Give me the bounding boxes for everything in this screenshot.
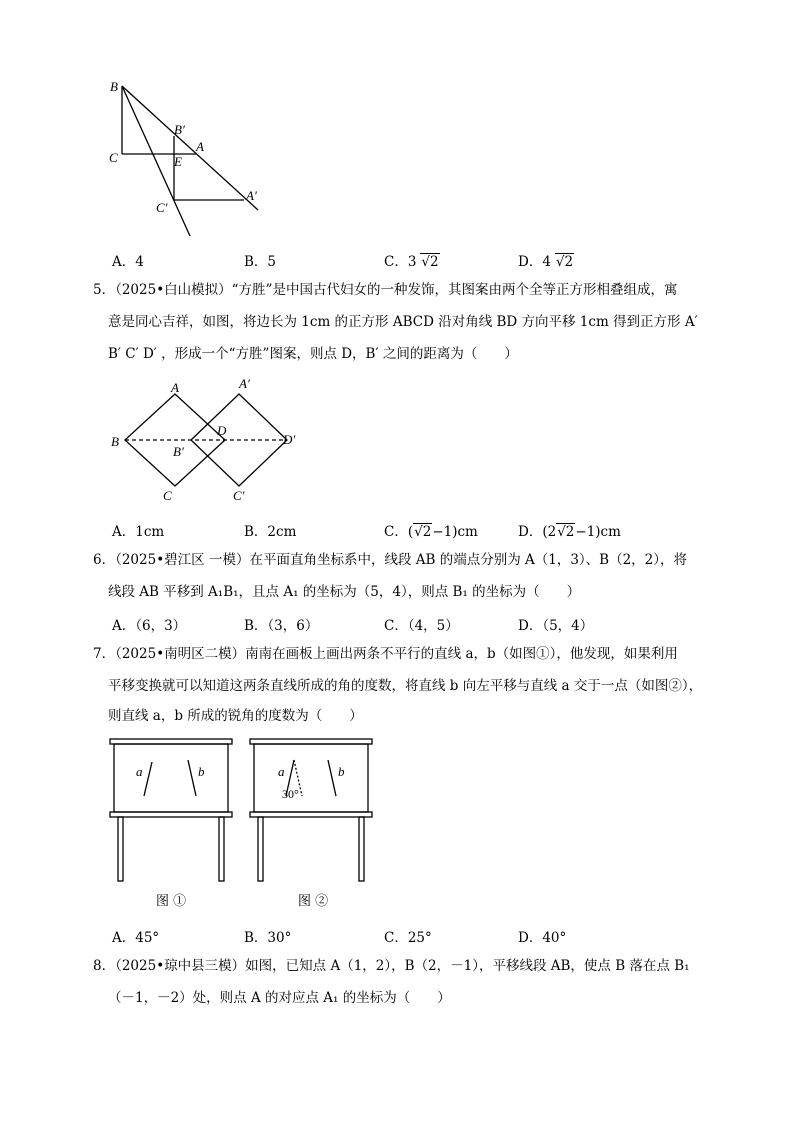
q4-option-d-sqrt: √2 — [555, 254, 574, 270]
q5-text-line1: 5．（2025•白山模拟）“方胜”是中国古代妇女的一种发饰，其图案由两个全等正方形相叠组成，寓 — [93, 282, 678, 298]
q5-option-d[interactable] — [518, 520, 621, 540]
q5-label-Dp: D′ — [283, 432, 296, 447]
fig2-label-a: a — [278, 764, 285, 779]
line-b — [328, 760, 336, 796]
board-bottom-bar — [110, 812, 232, 817]
q4-option-d-prefix: D．4 — [518, 254, 551, 270]
q5-option-d-sqrt: √2 — [557, 524, 575, 540]
easel-leg-right — [359, 817, 364, 881]
line-a — [144, 762, 152, 796]
easel-leg-right — [219, 817, 224, 881]
board-panel — [254, 744, 368, 812]
board-panel — [114, 744, 228, 812]
q7-figure-2 — [248, 738, 374, 884]
q5-option-c-prefix: C．( — [384, 524, 414, 540]
q7-option-a[interactable]: A．45° — [112, 930, 160, 946]
q5-label-C: C — [163, 488, 172, 503]
q5-option-c-radicand: 2 — [422, 524, 432, 540]
easel-leg-left — [258, 817, 263, 881]
line-BA-extended — [122, 86, 258, 210]
q4-option-c[interactable] — [384, 250, 440, 270]
q6-option-b[interactable]: B．（3，6） — [244, 618, 319, 634]
q8-text-line1: 8．（2025•琼中县三模）如图，已知点 A（1，2），B（2，－1），平移线段 AB，使点 B 落在点 B₁ — [93, 958, 690, 974]
q4-option-c-prefix: C．3 — [384, 254, 417, 270]
q8-text-line2: （－1，－2）处，则点 A 的对应点 A₁ 的坐标为（ ） — [108, 990, 451, 1006]
board-bottom-bar — [250, 812, 372, 817]
q7-figure-1 — [108, 738, 234, 884]
q6-text-line1: 6．（2025•碧江区 一模）在平面直角坐标系中，线段 AB 的端点分别为 A（1，3）、B（2，2），将 — [93, 552, 688, 568]
q7-option-d[interactable]: D．40° — [518, 930, 567, 946]
q6-option-a[interactable]: A．（6，3） — [112, 618, 187, 634]
q7-caption-1: 图 ① — [156, 894, 187, 909]
q4-option-c-radicand: 2 — [430, 254, 439, 270]
q4-label-Bp: B′ — [174, 122, 185, 137]
q5-label-Ap: A′ — [239, 376, 250, 391]
q6-option-d[interactable]: D．（5，4） — [518, 618, 594, 634]
fig2-angle-label: 30° — [282, 787, 299, 801]
q4-label-A: A — [196, 139, 204, 154]
q5-option-d-prefix: D．(2 — [518, 524, 557, 540]
q5-option-c-sqrt: √2 — [414, 524, 432, 540]
q5-option-c[interactable] — [384, 520, 478, 540]
board-top-bar — [110, 739, 232, 744]
fig1-label-b: b — [198, 764, 205, 779]
q5-label-A: A — [171, 380, 179, 395]
q5-option-d-suffix: −1)cm — [575, 524, 621, 540]
fig2-label-b: b — [338, 764, 345, 779]
q7-text-line2: 平移变换就可以知道这两条直线所成的角的度数，将直线 b 向左平移与直线 a 交于一点（如图②）， — [108, 678, 703, 694]
q4-label-B: B — [110, 79, 118, 94]
q4-figure — [100, 72, 280, 242]
q4-option-b[interactable]: B．5 — [244, 254, 277, 270]
q7-option-b[interactable]: B．30° — [244, 930, 292, 946]
easel-leg-left — [118, 817, 123, 881]
q7-option-c[interactable]: C．25° — [384, 930, 432, 946]
q7-text-line1: 7．（2025•南明区二模）南南在画板上画出两条不平行的直线 a，b（如图①），他发现，如果利用 — [93, 646, 678, 662]
q5-label-Bp: B′ — [173, 444, 184, 459]
q5-option-b[interactable]: B．2cm — [244, 524, 297, 540]
q5-label-Cp: C′ — [233, 488, 245, 503]
q5-option-a[interactable]: A．1cm — [112, 524, 165, 540]
fig1-label-a: a — [136, 764, 143, 779]
q5-label-D: D — [217, 423, 227, 438]
q5-text-line3: B′ C′ D′ ，形成一个“方胜”图案，则点 D，B′ 之间的距离为（ ） — [108, 346, 518, 362]
q4-option-c-sqrt: √2 — [421, 254, 439, 270]
q7-text-line3: 则直线 a，b 所成的锐角的度数为（ ） — [108, 708, 363, 724]
board-top-bar — [250, 739, 372, 744]
q4-option-d[interactable] — [518, 250, 574, 270]
line-b — [188, 760, 196, 796]
q4-label-C: C — [109, 150, 118, 165]
q5-text-line2: 意是同心吉祥，如图，将边长为 1cm 的正方形 ABCD 沿对角线 BD 方向平移 1cm 得到正方形 A′ — [108, 314, 698, 330]
q5-label-B: B — [111, 434, 119, 449]
q4-option-a[interactable]: A．4 — [112, 254, 144, 270]
q4-label-Cp: C′ — [156, 200, 168, 215]
q5-option-c-suffix: −1)cm — [432, 524, 478, 540]
q5-figure — [105, 372, 305, 512]
q4-option-d-radicand: 2 — [564, 254, 574, 270]
q4-label-Ap: A′ — [246, 188, 257, 203]
q6-text-line2: 线段 AB 平移到 A₁B₁，且点 A₁ 的坐标为（5，4），则点 B₁ 的坐标为（ ） — [108, 584, 581, 600]
q6-option-c[interactable]: C．（4，5） — [384, 618, 459, 634]
q4-label-E: E — [174, 154, 182, 169]
q7-caption-2: 图 ② — [298, 894, 329, 909]
q5-option-d-radicand: 2 — [565, 524, 575, 540]
